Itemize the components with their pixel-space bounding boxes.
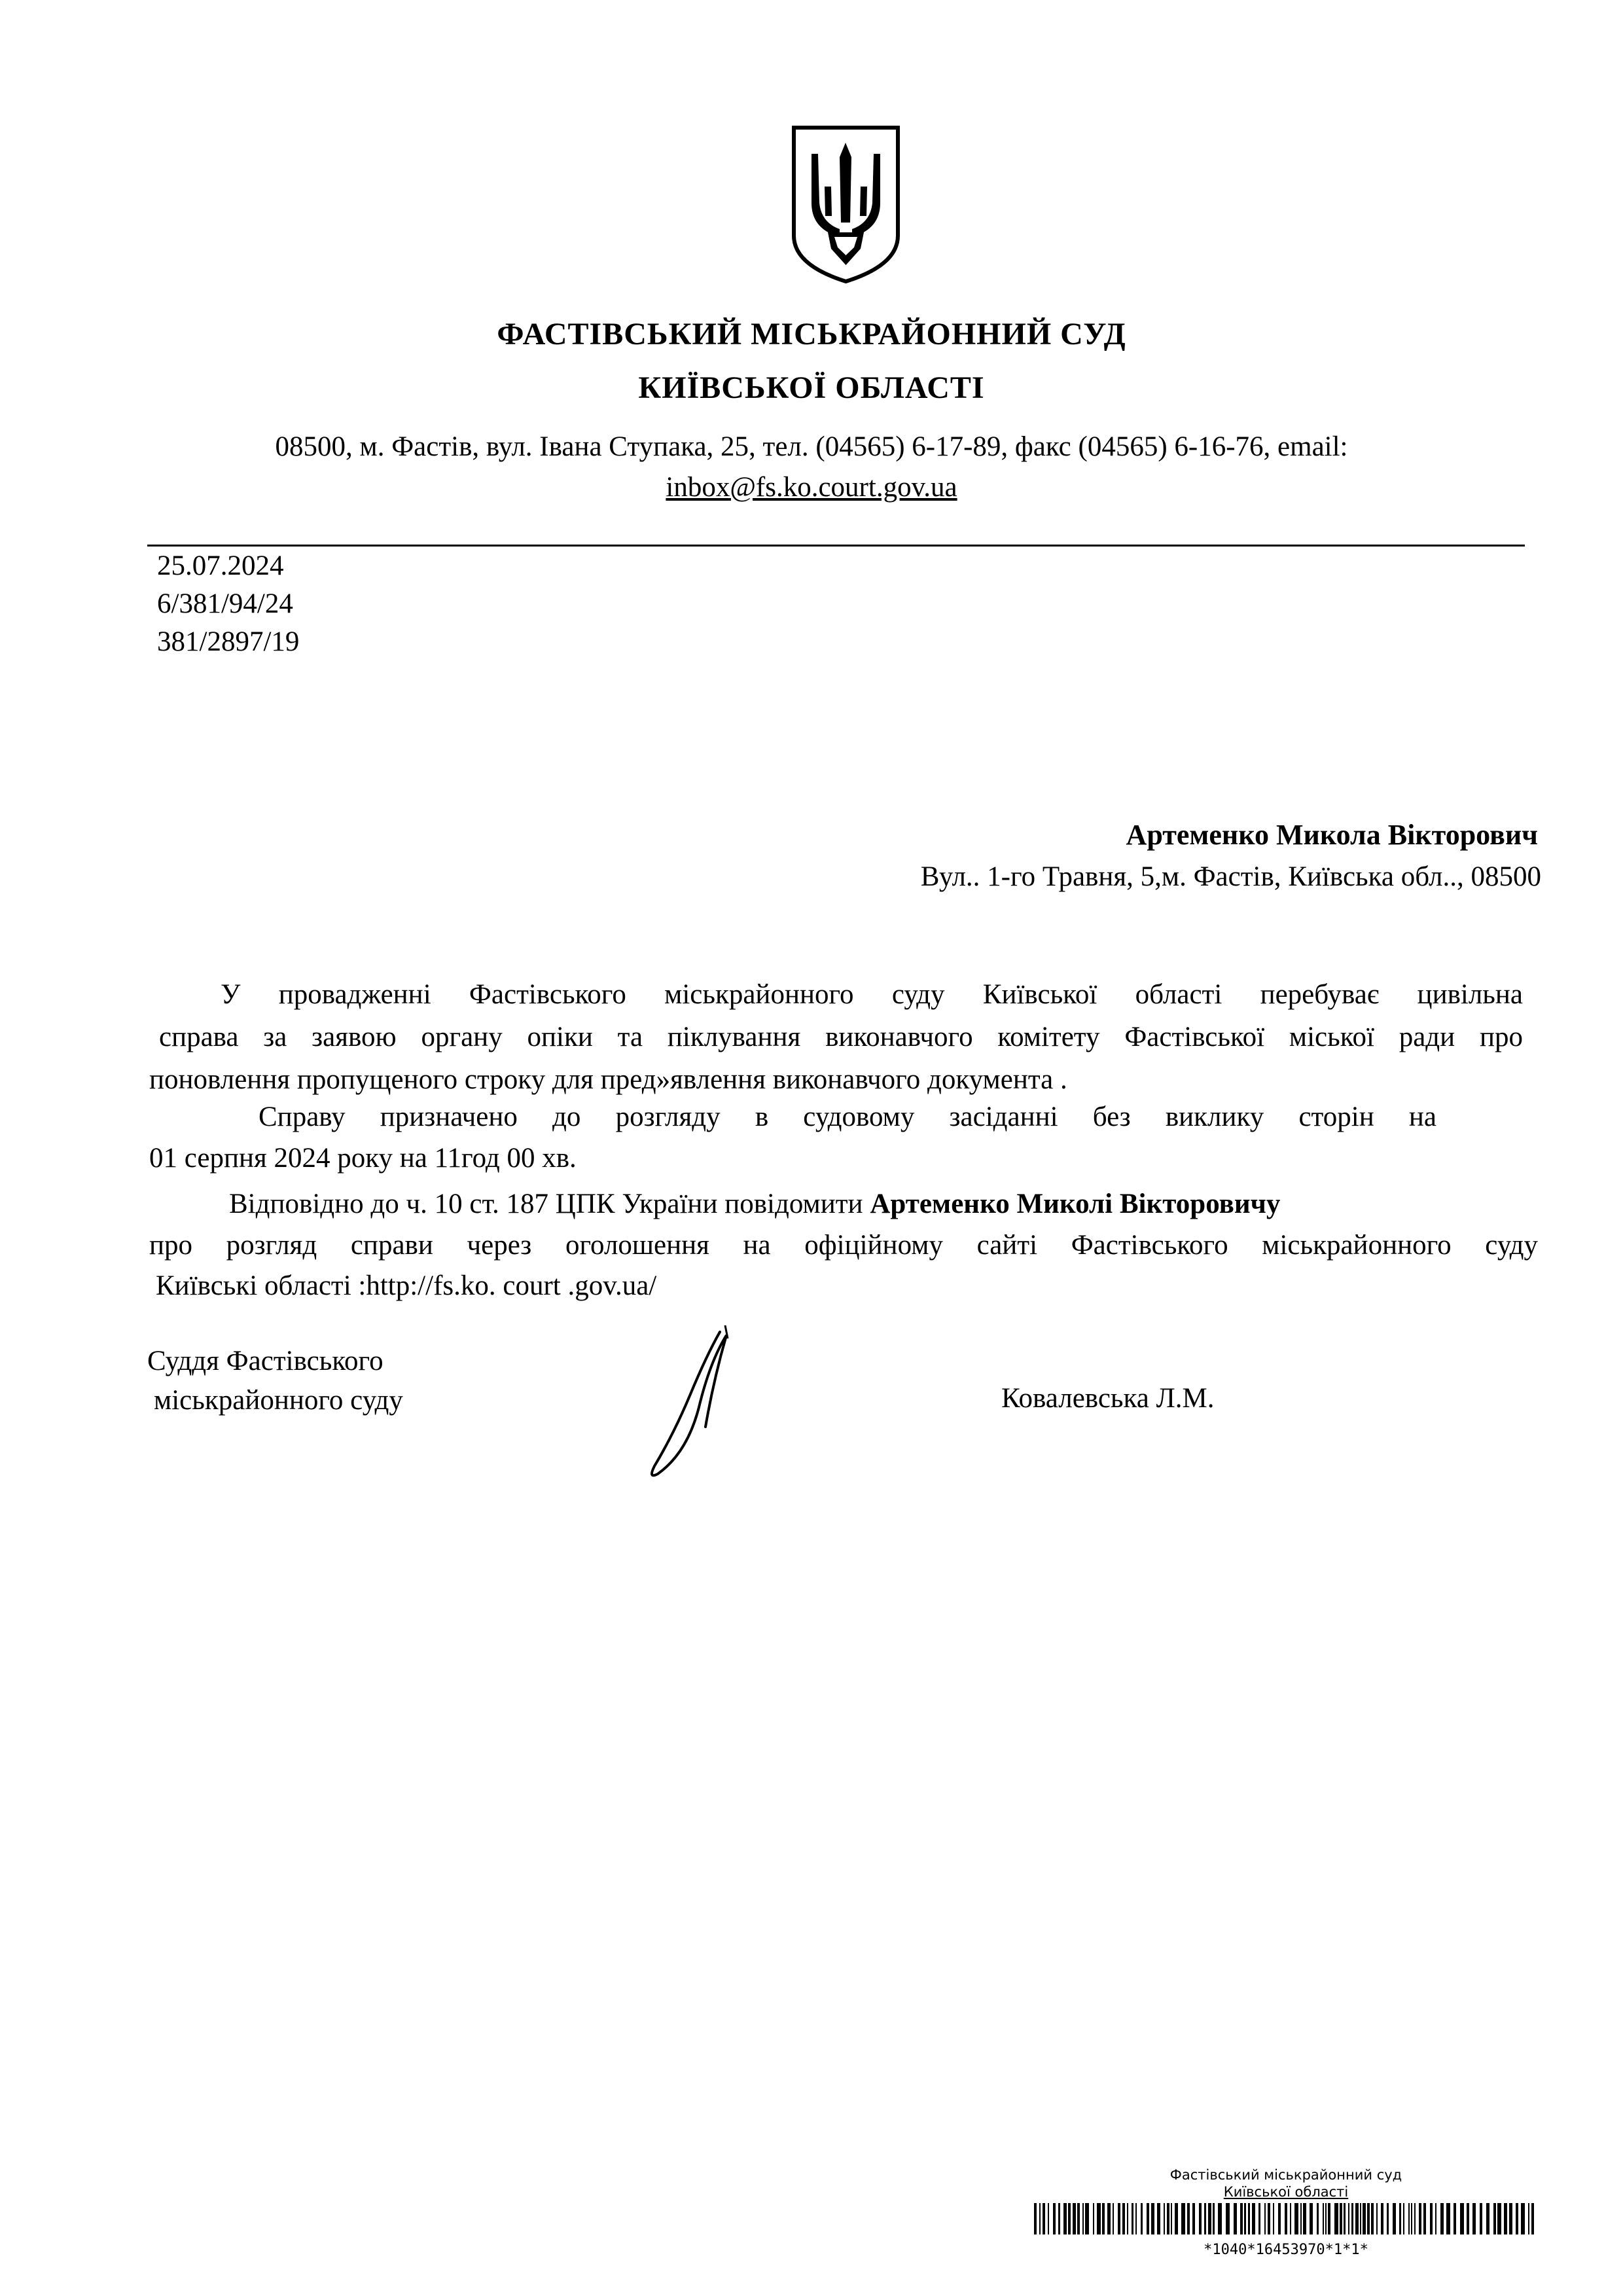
letter-date: 25.07.2024: [157, 550, 284, 581]
body-p3-addressee: Артеменко Миколі Вікторовичу: [870, 1189, 1281, 1219]
coat-of-arms-icon: [789, 124, 903, 285]
recipient-name: Артеменко Микола Вікторович: [1126, 819, 1538, 851]
body-p3-line2: про розгляд справи через оголошення на офіційному сайті Фастівського міськрайонного суду: [149, 1230, 1538, 1261]
header-divider: [147, 545, 1525, 547]
court-name-line2: КИЇВСЬКОЇ ОБЛАСТІ: [638, 370, 985, 405]
court-name-line1: ФАСТІВСЬКИЙ МІСЬКРАЙОННИЙ СУД: [497, 317, 1126, 351]
outgoing-number: 6/381/94/24: [157, 588, 293, 619]
body-p2-line1: Справу призначено до розгляду в судовому засіданні без виклику сторін на: [259, 1102, 1436, 1132]
body-p3-line3: Київські області :http://fs.ko. court .gov.ua/: [156, 1270, 657, 1301]
body-p1-line3: поновлення пропущеного строку для пред»явлення виконавчого документа .: [149, 1064, 1067, 1095]
court-address: 08500, м. Фастів, вул. Івана Ступака, 25, тел. (04565) 6-17-89, факс (04565) 6-16-76, email:: [275, 431, 1348, 462]
signer-position-line2: міськрайонного суду: [154, 1385, 403, 1416]
body-p2-line2: 01 серпня 2024 року на 11год 00 хв.: [149, 1143, 577, 1174]
body-p3-line1-text: Відповідно до ч. 10 ст. 187 ЦПК України повідомити: [229, 1189, 870, 1219]
signer-position-line1: Суддя Фастівського: [147, 1346, 383, 1376]
handwritten-signature: [628, 1322, 759, 1479]
barcode-number: *1040*16453970*1*1*: [1204, 2242, 1368, 2258]
case-number: 381/2897/19: [157, 626, 300, 657]
recipient-address: Вул.. 1-го Травня, 5,м. Фастів, Київська обл.., 08500: [920, 861, 1541, 892]
barcode-court-label-line1: Фастівський міськрайонний суд: [1169, 2167, 1402, 2183]
body-p3-line1: [229, 1188, 1280, 1220]
judge-name: Ковалевська Л.М.: [1001, 1383, 1215, 1414]
barcode-block: [1031, 2166, 1541, 2258]
barcode-court-label-line2: Київської області: [1223, 2184, 1349, 2200]
body-p1-line1: У провадженні Фастівського міськрайонного суду Київської області перебуває цивільна: [221, 979, 1523, 1010]
court-email-link[interactable]: inbox@fs.ko.court.gov.ua: [666, 472, 957, 503]
body-p1-line2: справа за заявою органу опіки та піклування виконавчого комітету Фастівської міської ради про: [159, 1022, 1523, 1052]
barcode-icon: [1031, 2200, 1541, 2237]
